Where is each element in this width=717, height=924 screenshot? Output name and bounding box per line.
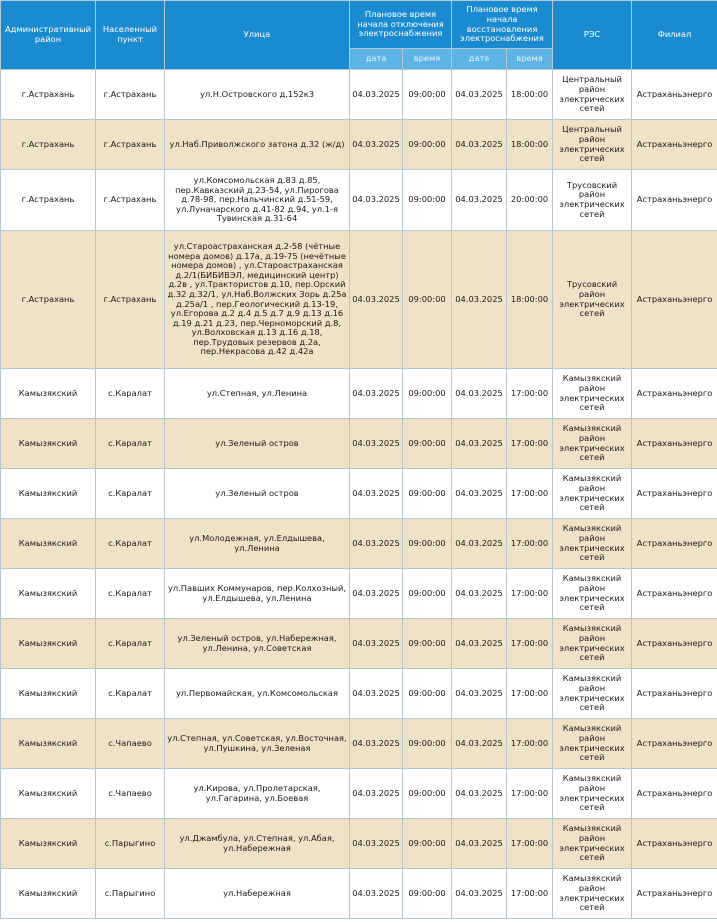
table-row [1,519,717,569]
cell-off-time: 09:00:00 [403,719,452,769]
cell-branch: Астраханьэнерго [632,231,717,369]
cell-res: Камызякский район электрических сетей [553,869,632,919]
table-row [1,170,717,231]
cell-branch: Астраханьэнерго [632,369,717,419]
cell-street: ул.Молодежная, ул.Елдышева, ул.Ленина [165,519,350,569]
header-off-date: дата [350,49,403,70]
cell-off-date: 04.03.2025 [350,569,403,619]
cell-settlement: с.Каралат [96,619,165,669]
cell-street: ул.Кирова, ул.Пролетарская, ул.Гагарина, ул.Боевая [165,769,350,819]
header-district: Административный район [1,1,96,70]
cell-on-date: 04.03.2025 [452,120,507,170]
header-off-time-col: время [403,49,452,70]
table-row [1,719,717,769]
cell-branch: Астраханьэнерго [632,519,717,569]
header-on-time-col: время [507,49,553,70]
cell-branch: Астраханьэнерго [632,669,717,719]
cell-on-date: 04.03.2025 [452,869,507,919]
table-row [1,70,717,120]
cell-settlement: г.Астрахань [96,70,165,120]
cell-branch: Астраханьэнерго [632,769,717,819]
cell-branch: Астраханьэнерго [632,869,717,919]
cell-on-date: 04.03.2025 [452,619,507,669]
cell-on-time: 17:00:00 [507,619,553,669]
cell-district: Камызякский [1,469,96,519]
cell-on-date: 04.03.2025 [452,231,507,369]
table-row [1,619,717,669]
cell-res: Камызякский район электрических сетей [553,519,632,569]
cell-settlement: г.Астрахань [96,120,165,170]
cell-res: Камызякский район электрических сетей [553,469,632,519]
table-row [1,419,717,469]
cell-off-date: 04.03.2025 [350,70,403,120]
cell-res: Камызякский район электрических сетей [553,369,632,419]
cell-street: ул.Степная, ул.Ленина [165,369,350,419]
cell-on-time: 17:00:00 [507,369,553,419]
cell-res: Центральный район электрических сетей [553,120,632,170]
cell-on-time: 17:00:00 [507,769,553,819]
cell-off-date: 04.03.2025 [350,231,403,369]
table-row [1,231,717,369]
cell-settlement: с.Каралат [96,369,165,419]
cell-off-time: 09:00:00 [403,469,452,519]
cell-on-time: 20:00:00 [507,170,553,231]
header-settlement: Населенный пункт [96,1,165,70]
cell-district: Камызякский [1,769,96,819]
cell-on-time: 17:00:00 [507,869,553,919]
cell-off-time: 09:00:00 [403,869,452,919]
cell-res: Камызякский район электрических сетей [553,719,632,769]
cell-street: ул.Зеленый остров [165,469,350,519]
cell-district: Камызякский [1,619,96,669]
cell-branch: Астраханьэнерго [632,469,717,519]
cell-settlement: с.Парыгино [96,869,165,919]
cell-on-date: 04.03.2025 [452,519,507,569]
cell-district: г.Астрахань [1,170,96,231]
cell-off-time: 09:00:00 [403,819,452,869]
cell-off-time: 09:00:00 [403,569,452,619]
table-row [1,469,717,519]
cell-off-date: 04.03.2025 [350,769,403,819]
cell-off-time: 09:00:00 [403,519,452,569]
cell-on-time: 17:00:00 [507,819,553,869]
cell-settlement: с.Каралат [96,419,165,469]
cell-off-time: 09:00:00 [403,369,452,419]
cell-district: Камызякский [1,869,96,919]
cell-on-date: 04.03.2025 [452,819,507,869]
cell-on-time: 18:00:00 [507,231,553,369]
cell-res: Трусовский район электрических сетей [553,170,632,231]
cell-on-time: 17:00:00 [507,419,553,469]
cell-branch: Астраханьэнерго [632,419,717,469]
cell-district: Камызякский [1,819,96,869]
cell-res: Камызякский район электрических сетей [553,419,632,469]
cell-off-time: 09:00:00 [403,619,452,669]
cell-off-date: 04.03.2025 [350,419,403,469]
cell-street: ул.Зеленый остров [165,419,350,469]
cell-off-date: 04.03.2025 [350,819,403,869]
cell-street: ул.Набережная [165,869,350,919]
cell-district: Камызякский [1,519,96,569]
cell-branch: Астраханьэнерго [632,569,717,619]
cell-off-date: 04.03.2025 [350,120,403,170]
cell-res: Камызякский район электрических сетей [553,819,632,869]
cell-res: Камызякский район электрических сетей [553,569,632,619]
cell-on-time: 17:00:00 [507,469,553,519]
cell-settlement: с.Каралат [96,669,165,719]
cell-res: Камызякский район электрических сетей [553,669,632,719]
cell-off-date: 04.03.2025 [350,719,403,769]
header-off-time: Плановое время начала отключения электроснабжения [350,1,452,49]
cell-district: Камызякский [1,569,96,619]
cell-on-date: 04.03.2025 [452,170,507,231]
table-row [1,869,717,919]
cell-off-time: 09:00:00 [403,231,452,369]
cell-branch: Астраханьэнерго [632,819,717,869]
cell-street: ул.Староастраханская д.2-58 (чётные номера домов) д.17а, д.19-75 (нечётные номера домов) , ул.Староастраханская д.2/1(БИБИВЭЛ, медицинский центр) д.2в , ул.Трактористов д.10, пер.Орский д.32 д.32/1, ул.Наб.Волжских Зорь д.25а д.25а/1 , пер.Геологический д.13-19, ул.Егорова д.2 д.4 д.5 д.7 д.9 д.13 д.16 д.19 д.21 д.23, пер.Черноморский д.8, ул.Волховская д.13 д.16 д.18, пер.Трудовых резервов д.2а, пер.Некрасова д.42 д.42а [165,231,350,369]
cell-on-date: 04.03.2025 [452,569,507,619]
cell-off-time: 09:00:00 [403,70,452,120]
table-row [1,769,717,819]
cell-street: ул.Наб.Приволжского затона д.32 (ж/д) [165,120,350,170]
cell-street: ул.Комсомольская д.83 д.85, пер.Кавказский д.23-54, ул.Пирогова д.78-98, пер.Нальчинский д.51-59, ул.Луначарского д.41-82 д.94, ул.1-я Тувинская д.31-64 [165,170,350,231]
cell-off-time: 09:00:00 [403,669,452,719]
cell-on-time: 17:00:00 [507,719,553,769]
cell-branch: Астраханьэнерго [632,619,717,669]
cell-district: Камызякский [1,719,96,769]
cell-off-date: 04.03.2025 [350,369,403,419]
header-on-time: Плановое время начала восстановления электроснабжения [452,1,553,49]
cell-street: ул.Степная, ул.Советская, ул.Восточная, ул.Пушкина, ул.Зеленая [165,719,350,769]
cell-settlement: г.Астрахань [96,170,165,231]
cell-on-date: 04.03.2025 [452,669,507,719]
table-row [1,120,717,170]
cell-settlement: с.Парыгино [96,819,165,869]
cell-on-time: 17:00:00 [507,669,553,719]
cell-on-date: 04.03.2025 [452,369,507,419]
cell-on-date: 04.03.2025 [452,419,507,469]
cell-district: г.Астрахань [1,231,96,369]
cell-on-date: 04.03.2025 [452,719,507,769]
cell-on-time: 18:00:00 [507,120,553,170]
header-street: Улица [165,1,350,70]
cell-street: ул.Джамбула, ул.Степная, ул.Абая, ул.Набережная [165,819,350,869]
cell-off-time: 09:00:00 [403,120,452,170]
cell-off-date: 04.03.2025 [350,669,403,719]
cell-on-time: 17:00:00 [507,519,553,569]
table-header [1,1,717,70]
cell-off-time: 09:00:00 [403,170,452,231]
cell-district: Камызякский [1,669,96,719]
cell-settlement: с.Каралат [96,469,165,519]
cell-off-date: 04.03.2025 [350,869,403,919]
cell-street: ул.Н.Островского д.152к3 [165,70,350,120]
table-row [1,669,717,719]
cell-branch: Астраханьэнерго [632,170,717,231]
cell-off-time: 09:00:00 [403,419,452,469]
cell-settlement: с.Чапаево [96,719,165,769]
table-row [1,369,717,419]
cell-street: ул.Павших Коммунаров, пер.Колхозный, ул.Елдышева, ул.Ленина [165,569,350,619]
header-on-date: дата [452,49,507,70]
cell-settlement: с.Чапаево [96,769,165,819]
cell-branch: Астраханьэнерго [632,70,717,120]
cell-district: г.Астрахань [1,120,96,170]
cell-branch: Астраханьэнерго [632,719,717,769]
cell-on-date: 04.03.2025 [452,469,507,519]
cell-off-date: 04.03.2025 [350,469,403,519]
cell-district: г.Астрахань [1,70,96,120]
table-row [1,819,717,869]
cell-off-time: 09:00:00 [403,769,452,819]
cell-on-time: 17:00:00 [507,569,553,619]
cell-on-date: 04.03.2025 [452,769,507,819]
cell-res: Трусовский район электрических сетей [553,231,632,369]
cell-res: Камызякский район электрических сетей [553,619,632,669]
header-res: РЭС [553,1,632,70]
cell-district: Камызякский [1,419,96,469]
cell-on-date: 04.03.2025 [452,70,507,120]
cell-res: Камызякский район электрических сетей [553,769,632,819]
cell-settlement: с.Каралат [96,519,165,569]
table-body [1,70,717,919]
cell-settlement: г.Астрахань [96,231,165,369]
cell-on-time: 18:00:00 [507,70,553,120]
cell-branch: Астраханьэнерго [632,120,717,170]
cell-off-date: 04.03.2025 [350,170,403,231]
cell-street: ул.Первомайская, ул.Комсомольская [165,669,350,719]
cell-district: Камызякский [1,369,96,419]
cell-street: ул.Зеленый остров, ул.Набережная, ул.Ленина, ул.Советская [165,619,350,669]
table-row [1,569,717,619]
cell-res: Центральный район электрических сетей [553,70,632,120]
header-branch: Филиал [632,1,717,70]
cell-settlement: с.Каралат [96,569,165,619]
cell-off-date: 04.03.2025 [350,519,403,569]
cell-off-date: 04.03.2025 [350,619,403,669]
